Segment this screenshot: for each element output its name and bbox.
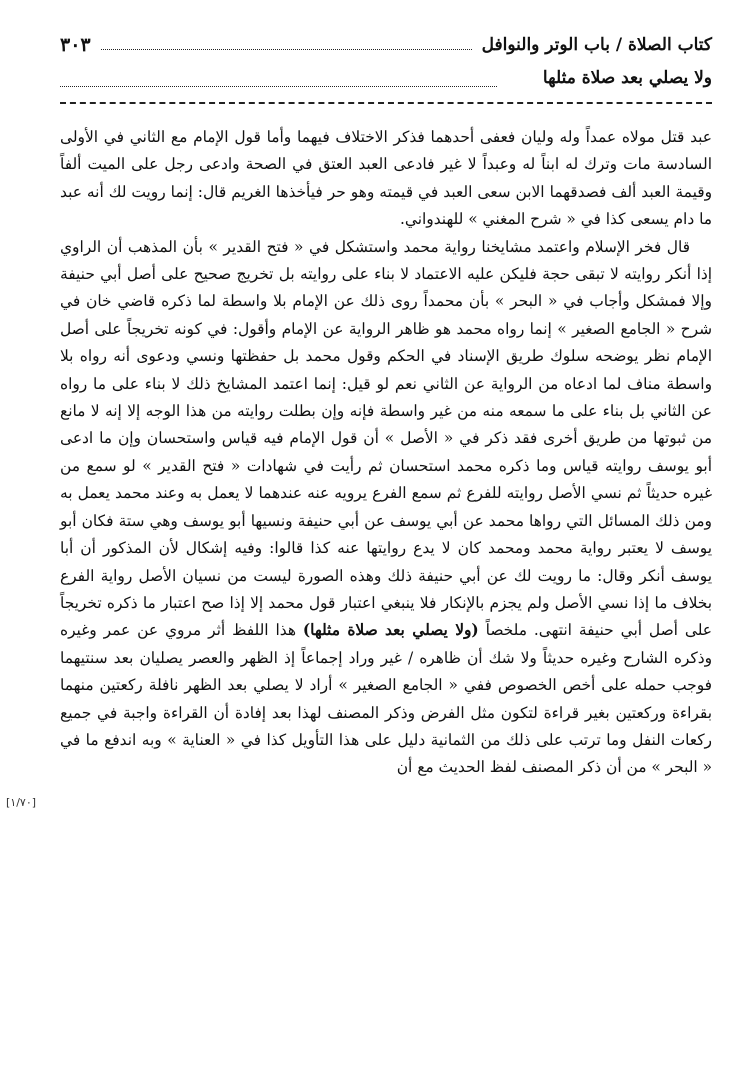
section-heading-text: ولا يصلي بعد صلاة مثلها <box>542 68 712 88</box>
section-heading <box>60 68 712 98</box>
margin-folio-note: [١/٧٠] <box>6 796 37 809</box>
heading-dotted-leader <box>60 86 497 87</box>
paragraph-2-continuation: هذا اللفظ أثر مروي عن عمر وغيره وذكره الشارح وغيره حديثاً ولا شك أن ظاهره / غير وراد إجماعاً إذ الظهر والعصر يصليان بعد سنتيهما فوجب حمله على أخص الخصوص ففي « الجامع الصغير » أراد لا يصلي بعد الظهر نافلة ركعتين منهما بقراءة وركعتين بغير قراءة لتكون مثل الفرض وذكر المصنف لهذا بعد إفادة أن القراءة واجبة في جميع ركعات النفل وما ترتب على ذلك من الثمانية دليل على هذا التأويل كذا في « العناية » وبه اندفع ما في « البحر » من أن ذكر المصنف لفظ الحديث مع أن <box>60 621 712 777</box>
page-number: ٣٠٣ <box>60 34 91 56</box>
paragraph-1: عبد قتل مولاه عمداً وله وليان فعفى أحدهما فذكر الاختلاف فيهما وأما قول الإمام مع الثاني في الأولى السادسة مات وترك له ابناً له وعبداً لا غير فادعى العبد العتق في الصحة وادعى رجل على الميت ألفاً وقيمة العبد ألف فصدقهما الابن سعى العبد في قيمته وهو حر فيأخذها الغريم قال: إنما رويت لك أنه عبد ما دام يسعى كذا في « شرح المغني » للهندواني. <box>60 128 712 229</box>
body-text <box>60 124 712 782</box>
running-title: كتاب الصلاة / باب الوتر والنوافل <box>481 35 712 55</box>
quoted-matn: (ولا يصلي بعد صلاة مثلها) <box>302 621 479 640</box>
paragraph-2-text: قال فخر الإسلام واعتمد مشايخنا رواية محمد واستشكل في « فتح القدير » بأن المذهب أن الراوي إذا أنكر روايته لا تبقى حجة فليكن عليه الاعتماد لا بناء على روايته بل تخريج صحيح على أصل أبي حنيفة وإلا فمشكل وأجاب في « البحر » بأن محمداً روى ذلك عن الإمام بلا واسطة لما ذكره قاضي خان في شرح « الجامع الصغير » إنما رواه محمد هو ظاهر الرواية عن الإمام وأقول: في كونه تخريجاً على أصل الإمام نظر يوضحه سلوك طريق الإسناد في الحكم وقول محمد بل حفظتها ونسي ودعوى أنه رواه بلا واسطة مناف لما ادعاه من الرواية عن الثاني نعم لو قيل: إنما اعتمد المشايخ ذلك لا بناء على ما رواه عن الثاني بل بناء على ما سمعه منه من غير واسطة فإنه وإن بطلت روايته من هذا الوجه إلا إنه لا مانع من ثبوتها من طريق أخرى فقد ذكر في « الأصل » أن قول الإمام فيه قياس واستحسان وإن ما ادعى أبو يوسف روايته قياس وما ذكره محمد استحسان ثم رأيت في شهادات « فتح القدير » لو سمع من غيره حديثاً ثم نسي الأصل روايته للفرع ثم سمع الفرع يرويه عنه عندهما لا يعمل به وعند محمد يعمل به ومن ذلك المسائل التي رواها محمد عن أبي يوسف عن أبي حنيفة ونسيها أبو يوسف وهي ستة فكان أبو يوسف لا يعتبر رواية محمد ومحمد كان لا يدع روايتها عنه كذا قالوا: وفيه إشكال لأن المذكور أن أبا يوسف أنكر وقال: ما رويت لك عن أبي حنيفة ذلك وهذه الصورة ليست من نسيان الأصل رواية الفرع بخلاف ما إذا نسي الأصل ولم يجزم بالإنكار فلا ينبغي اعتبار قول محمد إلا إذا صح اعتبار ما ذكره تخريجاً على أصل أبي حنيفة انتهى. ملخصاً <box>60 237 712 640</box>
running-header <box>60 28 712 62</box>
header-dotted-leader <box>101 49 472 50</box>
paragraph-2 <box>60 234 712 782</box>
dashed-separator <box>60 102 712 104</box>
